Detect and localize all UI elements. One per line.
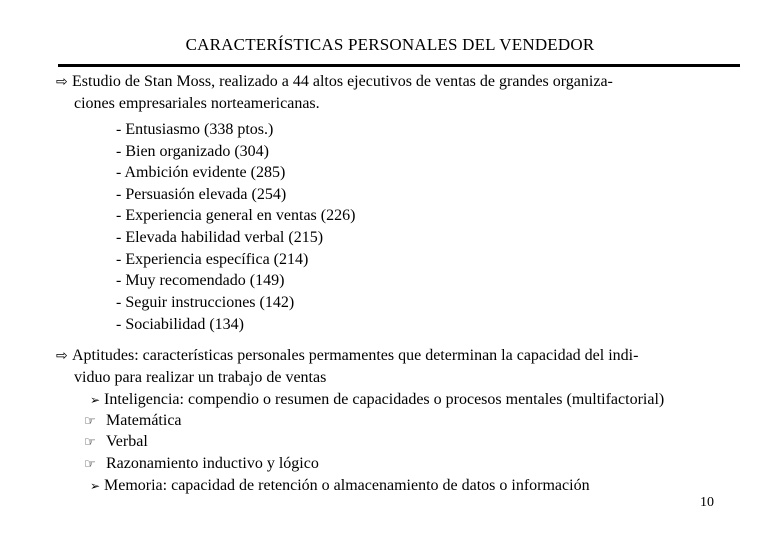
list-item: - Muy recomendado (149) xyxy=(116,272,285,289)
title-underline xyxy=(58,64,740,67)
list-item: - Seguir instrucciones (142) xyxy=(116,294,295,311)
list-item: - Entusiasmo (338 ptos.) xyxy=(116,121,274,138)
section1-line2: ciones empresariales norteamericanas. xyxy=(74,95,320,112)
list-item: - Ambición evidente (285) xyxy=(116,164,286,181)
memoria-item: ➢ Memoria: capacidad de retención o almacenamiento de datos o información xyxy=(90,477,590,494)
list-item: - Bien organizado (304) xyxy=(116,143,269,160)
section1-line1: ⇨ Estudio de Stan Moss, realizado a 44 altos ejecutivos de ventas de grandes organiza- xyxy=(56,73,613,90)
sub-item-matematica: ☞ Matemática xyxy=(84,411,182,432)
pointing-hand-icon: ☞ xyxy=(84,414,96,429)
list-item: - Experiencia específica (214) xyxy=(116,251,309,268)
sub-item-verbal: ☞ Verbal xyxy=(84,432,148,453)
list-item: - Elevada habilidad verbal (215) xyxy=(116,229,324,246)
pointing-hand-icon: ☞ xyxy=(84,457,96,472)
right-triangle-arrow-icon: ➢ xyxy=(90,479,101,493)
section2-line1: ⇨ Aptitudes: características personales permamentes que determinan la capacidad del indi- xyxy=(56,347,639,364)
outline-right-arrow-icon: ⇨ xyxy=(56,348,68,364)
pointing-hand-icon: ☞ xyxy=(84,435,96,450)
page-number: 10 xyxy=(700,495,714,510)
outline-right-arrow-icon: ⇨ xyxy=(56,74,68,90)
inteligencia-item: ➢ Inteligencia: compendio o resumen de capacidades o procesos mentales (multifactorial) xyxy=(90,391,665,408)
page-title: CARACTERÍSTICAS PERSONALES DEL VENDEDOR xyxy=(185,35,595,54)
list-item: - Persuasión elevada (254) xyxy=(116,186,287,203)
right-triangle-arrow-icon: ➢ xyxy=(90,393,101,407)
sub-item-razonamiento: ☞ Razonamiento inductivo y lógico xyxy=(84,454,319,475)
list-item: - Experiencia general en ventas (226) xyxy=(116,207,356,224)
list-item: - Sociabilidad (134) xyxy=(116,316,244,333)
section2-line2: viduo para realizar un trabajo de ventas xyxy=(74,369,327,386)
